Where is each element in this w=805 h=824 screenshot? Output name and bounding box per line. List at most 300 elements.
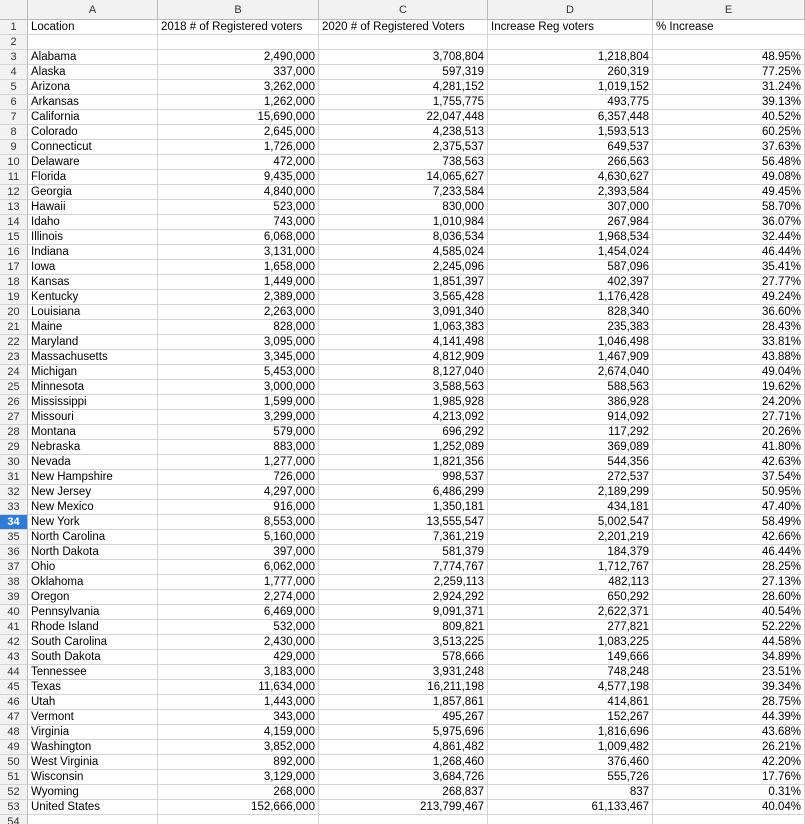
cell-a35[interactable]: North Carolina xyxy=(28,530,158,545)
row-header[interactable]: 29 xyxy=(0,440,28,455)
cell-a47[interactable]: Vermont xyxy=(28,710,158,725)
cell-e36[interactable]: 46.44% xyxy=(653,545,805,560)
cell-c38[interactable]: 2,259,113 xyxy=(319,575,488,590)
cell-b30[interactable]: 1,277,000 xyxy=(158,455,319,470)
cell-c26[interactable]: 1,985,928 xyxy=(319,395,488,410)
cell-d37[interactable]: 1,712,767 xyxy=(488,560,653,575)
cell-d6[interactable]: 493,775 xyxy=(488,95,653,110)
row-header[interactable]: 30 xyxy=(0,455,28,470)
cell-e4[interactable]: 77.25% xyxy=(653,65,805,80)
cell-b32[interactable]: 4,297,000 xyxy=(158,485,319,500)
cell-b28[interactable]: 579,000 xyxy=(158,425,319,440)
row-header[interactable]: 14 xyxy=(0,215,28,230)
cell-b5[interactable]: 3,262,000 xyxy=(158,80,319,95)
cell-c7[interactable]: 22,047,448 xyxy=(319,110,488,125)
cell-d12[interactable]: 2,393,584 xyxy=(488,185,653,200)
cell-a49[interactable]: Washington xyxy=(28,740,158,755)
cell-e54[interactable] xyxy=(653,815,805,824)
row-header[interactable]: 47 xyxy=(0,710,28,725)
cell-e8[interactable]: 60.25% xyxy=(653,125,805,140)
cell-c6[interactable]: 1,755,775 xyxy=(319,95,488,110)
cell-c50[interactable]: 1,268,460 xyxy=(319,755,488,770)
cell-c30[interactable]: 1,821,356 xyxy=(319,455,488,470)
cell-e14[interactable]: 36.07% xyxy=(653,215,805,230)
cell-e29[interactable]: 41.80% xyxy=(653,440,805,455)
cell-e38[interactable]: 27.13% xyxy=(653,575,805,590)
cell-b18[interactable]: 1,449,000 xyxy=(158,275,319,290)
row-header[interactable]: 53 xyxy=(0,800,28,815)
cell-e52[interactable]: 0.31% xyxy=(653,785,805,800)
cell-b54[interactable] xyxy=(158,815,319,824)
cell-d18[interactable]: 402,397 xyxy=(488,275,653,290)
row-header[interactable]: 11 xyxy=(0,170,28,185)
cell-a21[interactable]: Maine xyxy=(28,320,158,335)
cell-d44[interactable]: 748,248 xyxy=(488,665,653,680)
cell-d17[interactable]: 587,096 xyxy=(488,260,653,275)
cell-d4[interactable]: 260,319 xyxy=(488,65,653,80)
cell-e18[interactable]: 27.77% xyxy=(653,275,805,290)
cell-e21[interactable]: 28.43% xyxy=(653,320,805,335)
cell-c42[interactable]: 3,513,225 xyxy=(319,635,488,650)
cell-e13[interactable]: 58.70% xyxy=(653,200,805,215)
cell-a40[interactable]: Pennsylvania xyxy=(28,605,158,620)
cell-d45[interactable]: 4,577,198 xyxy=(488,680,653,695)
row-header[interactable]: 39 xyxy=(0,590,28,605)
cell-e20[interactable]: 36.60% xyxy=(653,305,805,320)
column-header-d[interactable]: D xyxy=(488,0,653,20)
cell-d36[interactable]: 184,379 xyxy=(488,545,653,560)
cell-a39[interactable]: Oregon xyxy=(28,590,158,605)
cell-d31[interactable]: 272,537 xyxy=(488,470,653,485)
cell-d29[interactable]: 369,089 xyxy=(488,440,653,455)
row-header[interactable]: 17 xyxy=(0,260,28,275)
cell-e35[interactable]: 42.66% xyxy=(653,530,805,545)
cell-c3[interactable]: 3,708,804 xyxy=(319,50,488,65)
row-header[interactable]: 54 xyxy=(0,815,28,824)
cell-d2[interactable] xyxy=(488,35,653,50)
row-header[interactable]: 20 xyxy=(0,305,28,320)
cell-c40[interactable]: 9,091,371 xyxy=(319,605,488,620)
cell-b15[interactable]: 6,068,000 xyxy=(158,230,319,245)
cell-e26[interactable]: 24.20% xyxy=(653,395,805,410)
cell-e10[interactable]: 56.48% xyxy=(653,155,805,170)
cell-c52[interactable]: 268,837 xyxy=(319,785,488,800)
cell-d28[interactable]: 117,292 xyxy=(488,425,653,440)
cell-d20[interactable]: 828,340 xyxy=(488,305,653,320)
row-header[interactable]: 9 xyxy=(0,140,28,155)
cell-b4[interactable]: 337,000 xyxy=(158,65,319,80)
cell-e28[interactable]: 20.26% xyxy=(653,425,805,440)
cell-c22[interactable]: 4,141,498 xyxy=(319,335,488,350)
cell-e46[interactable]: 28.75% xyxy=(653,695,805,710)
cell-b23[interactable]: 3,345,000 xyxy=(158,350,319,365)
row-header[interactable]: 10 xyxy=(0,155,28,170)
cell-a34[interactable]: New York xyxy=(28,515,158,530)
cell-e6[interactable]: 39.13% xyxy=(653,95,805,110)
cell-d48[interactable]: 1,816,696 xyxy=(488,725,653,740)
row-header[interactable]: 28 xyxy=(0,425,28,440)
cell-b33[interactable]: 916,000 xyxy=(158,500,319,515)
cell-c31[interactable]: 998,537 xyxy=(319,470,488,485)
row-header[interactable]: 15 xyxy=(0,230,28,245)
cell-d34[interactable]: 5,002,547 xyxy=(488,515,653,530)
cell-d25[interactable]: 588,563 xyxy=(488,380,653,395)
cell-b19[interactable]: 2,389,000 xyxy=(158,290,319,305)
column-header-a[interactable]: A xyxy=(28,0,158,20)
cell-b50[interactable]: 892,000 xyxy=(158,755,319,770)
cell-e22[interactable]: 33.81% xyxy=(653,335,805,350)
cell-e30[interactable]: 42.63% xyxy=(653,455,805,470)
cell-d9[interactable]: 649,537 xyxy=(488,140,653,155)
cell-e51[interactable]: 17.76% xyxy=(653,770,805,785)
cell-b6[interactable]: 1,262,000 xyxy=(158,95,319,110)
column-header-b[interactable]: B xyxy=(158,0,319,20)
cell-a6[interactable]: Arkansas xyxy=(28,95,158,110)
cell-a51[interactable]: Wisconsin xyxy=(28,770,158,785)
cell-a48[interactable]: Virginia xyxy=(28,725,158,740)
cell-a18[interactable]: Kansas xyxy=(28,275,158,290)
cell-b39[interactable]: 2,274,000 xyxy=(158,590,319,605)
cell-a46[interactable]: Utah xyxy=(28,695,158,710)
cell-e32[interactable]: 50.95% xyxy=(653,485,805,500)
cell-b25[interactable]: 3,000,000 xyxy=(158,380,319,395)
cell-a50[interactable]: West Virginia xyxy=(28,755,158,770)
cell-d14[interactable]: 267,984 xyxy=(488,215,653,230)
cell-e42[interactable]: 44.58% xyxy=(653,635,805,650)
cell-e37[interactable]: 28.25% xyxy=(653,560,805,575)
row-header[interactable]: 22 xyxy=(0,335,28,350)
row-header[interactable]: 5 xyxy=(0,80,28,95)
cell-c23[interactable]: 4,812,909 xyxy=(319,350,488,365)
cell-c45[interactable]: 16,211,198 xyxy=(319,680,488,695)
cell-e27[interactable]: 27.71% xyxy=(653,410,805,425)
cell-a45[interactable]: Texas xyxy=(28,680,158,695)
cell-e11[interactable]: 49.08% xyxy=(653,170,805,185)
cell-d11[interactable]: 4,630,627 xyxy=(488,170,653,185)
row-header[interactable]: 41 xyxy=(0,620,28,635)
row-header[interactable]: 49 xyxy=(0,740,28,755)
cell-a52[interactable]: Wyoming xyxy=(28,785,158,800)
cell-e45[interactable]: 39.34% xyxy=(653,680,805,695)
cell-c47[interactable]: 495,267 xyxy=(319,710,488,725)
cell-c29[interactable]: 1,252,089 xyxy=(319,440,488,455)
cell-e48[interactable]: 43.68% xyxy=(653,725,805,740)
cell-d21[interactable]: 235,383 xyxy=(488,320,653,335)
row-header[interactable]: 4 xyxy=(0,65,28,80)
cell-a13[interactable]: Hawaii xyxy=(28,200,158,215)
cell-c37[interactable]: 7,774,767 xyxy=(319,560,488,575)
row-header[interactable]: 16 xyxy=(0,245,28,260)
cell-c54[interactable] xyxy=(319,815,488,824)
cell-a10[interactable]: Delaware xyxy=(28,155,158,170)
cell-b48[interactable]: 4,159,000 xyxy=(158,725,319,740)
cell-b43[interactable]: 429,000 xyxy=(158,650,319,665)
row-header[interactable]: 36 xyxy=(0,545,28,560)
cell-c32[interactable]: 6,486,299 xyxy=(319,485,488,500)
cell-b51[interactable]: 3,129,000 xyxy=(158,770,319,785)
cell-d3[interactable]: 1,218,804 xyxy=(488,50,653,65)
cell-b45[interactable]: 11,634,000 xyxy=(158,680,319,695)
cell-c28[interactable]: 696,292 xyxy=(319,425,488,440)
cell-e7[interactable]: 40.52% xyxy=(653,110,805,125)
cell-a5[interactable]: Arizona xyxy=(28,80,158,95)
cell-a38[interactable]: Oklahoma xyxy=(28,575,158,590)
cell-c49[interactable]: 4,861,482 xyxy=(319,740,488,755)
cell-c44[interactable]: 3,931,248 xyxy=(319,665,488,680)
cell-e43[interactable]: 34.89% xyxy=(653,650,805,665)
cell-d7[interactable]: 6,357,448 xyxy=(488,110,653,125)
cell-a8[interactable]: Colorado xyxy=(28,125,158,140)
cell-c51[interactable]: 3,684,726 xyxy=(319,770,488,785)
cell-c19[interactable]: 3,565,428 xyxy=(319,290,488,305)
row-header[interactable]: 38 xyxy=(0,575,28,590)
cell-b16[interactable]: 3,131,000 xyxy=(158,245,319,260)
cell-d46[interactable]: 414,861 xyxy=(488,695,653,710)
cell-b53[interactable]: 152,666,000 xyxy=(158,800,319,815)
cell-e53[interactable]: 40.04% xyxy=(653,800,805,815)
cell-c46[interactable]: 1,857,861 xyxy=(319,695,488,710)
row-header[interactable]: 48 xyxy=(0,725,28,740)
cell-a26[interactable]: Mississippi xyxy=(28,395,158,410)
cell-c43[interactable]: 578,666 xyxy=(319,650,488,665)
cell-e25[interactable]: 19.62% xyxy=(653,380,805,395)
cell-c8[interactable]: 4,238,513 xyxy=(319,125,488,140)
cell-b44[interactable]: 3,183,000 xyxy=(158,665,319,680)
cell-a23[interactable]: Massachusetts xyxy=(28,350,158,365)
row-header[interactable]: 32 xyxy=(0,485,28,500)
cell-b21[interactable]: 828,000 xyxy=(158,320,319,335)
column-header-e[interactable]: E xyxy=(653,0,805,20)
cell-a1[interactable]: Location xyxy=(28,20,158,35)
cell-c36[interactable]: 581,379 xyxy=(319,545,488,560)
cell-c5[interactable]: 4,281,152 xyxy=(319,80,488,95)
cell-e31[interactable]: 37.54% xyxy=(653,470,805,485)
cell-a29[interactable]: Nebraska xyxy=(28,440,158,455)
cell-d51[interactable]: 555,726 xyxy=(488,770,653,785)
cell-c33[interactable]: 1,350,181 xyxy=(319,500,488,515)
cell-e49[interactable]: 26.21% xyxy=(653,740,805,755)
cell-d5[interactable]: 1,019,152 xyxy=(488,80,653,95)
cell-c13[interactable]: 830,000 xyxy=(319,200,488,215)
cell-e3[interactable]: 48.95% xyxy=(653,50,805,65)
cell-c34[interactable]: 13,555,547 xyxy=(319,515,488,530)
cell-d32[interactable]: 2,189,299 xyxy=(488,485,653,500)
cell-b31[interactable]: 726,000 xyxy=(158,470,319,485)
cell-b26[interactable]: 1,599,000 xyxy=(158,395,319,410)
cell-d53[interactable]: 61,133,467 xyxy=(488,800,653,815)
cell-e2[interactable] xyxy=(653,35,805,50)
cell-d52[interactable]: 837 xyxy=(488,785,653,800)
cell-e5[interactable]: 31.24% xyxy=(653,80,805,95)
cell-e41[interactable]: 52.22% xyxy=(653,620,805,635)
cell-a12[interactable]: Georgia xyxy=(28,185,158,200)
cell-b11[interactable]: 9,435,000 xyxy=(158,170,319,185)
row-header[interactable]: 44 xyxy=(0,665,28,680)
cell-c11[interactable]: 14,065,627 xyxy=(319,170,488,185)
cell-e24[interactable]: 49.04% xyxy=(653,365,805,380)
cell-d1[interactable]: Increase Reg voters xyxy=(488,20,653,35)
cell-b14[interactable]: 743,000 xyxy=(158,215,319,230)
cell-b20[interactable]: 2,263,000 xyxy=(158,305,319,320)
cell-e50[interactable]: 42.20% xyxy=(653,755,805,770)
row-header[interactable]: 40 xyxy=(0,605,28,620)
cell-e33[interactable]: 47.40% xyxy=(653,500,805,515)
cell-b47[interactable]: 343,000 xyxy=(158,710,319,725)
row-header[interactable]: 52 xyxy=(0,785,28,800)
cell-e47[interactable]: 44.39% xyxy=(653,710,805,725)
cell-e19[interactable]: 49.24% xyxy=(653,290,805,305)
cell-c20[interactable]: 3,091,340 xyxy=(319,305,488,320)
cell-a28[interactable]: Montana xyxy=(28,425,158,440)
cell-d8[interactable]: 1,593,513 xyxy=(488,125,653,140)
row-header[interactable]: 7 xyxy=(0,110,28,125)
cell-b41[interactable]: 532,000 xyxy=(158,620,319,635)
cell-d26[interactable]: 386,928 xyxy=(488,395,653,410)
cell-b27[interactable]: 3,299,000 xyxy=(158,410,319,425)
cell-a4[interactable]: Alaska xyxy=(28,65,158,80)
cell-b29[interactable]: 883,000 xyxy=(158,440,319,455)
cell-e15[interactable]: 32.44% xyxy=(653,230,805,245)
row-header[interactable]: 3 xyxy=(0,50,28,65)
cell-b9[interactable]: 1,726,000 xyxy=(158,140,319,155)
cell-d30[interactable]: 544,356 xyxy=(488,455,653,470)
cell-c1[interactable]: 2020 # of Registered Voters xyxy=(319,20,488,35)
cell-b52[interactable]: 268,000 xyxy=(158,785,319,800)
cell-e39[interactable]: 28.60% xyxy=(653,590,805,605)
cell-a2[interactable] xyxy=(28,35,158,50)
cell-d40[interactable]: 2,622,371 xyxy=(488,605,653,620)
cell-a54[interactable] xyxy=(28,815,158,824)
cell-a19[interactable]: Kentucky xyxy=(28,290,158,305)
row-header[interactable]: 1 xyxy=(0,20,28,35)
cell-d39[interactable]: 650,292 xyxy=(488,590,653,605)
cell-c41[interactable]: 809,821 xyxy=(319,620,488,635)
cell-b37[interactable]: 6,062,000 xyxy=(158,560,319,575)
row-header[interactable]: 18 xyxy=(0,275,28,290)
cell-c21[interactable]: 1,063,383 xyxy=(319,320,488,335)
cell-d27[interactable]: 914,092 xyxy=(488,410,653,425)
cell-c39[interactable]: 2,924,292 xyxy=(319,590,488,605)
select-all-corner[interactable] xyxy=(0,0,28,20)
cell-b49[interactable]: 3,852,000 xyxy=(158,740,319,755)
cell-d10[interactable]: 266,563 xyxy=(488,155,653,170)
cell-a32[interactable]: New Jersey xyxy=(28,485,158,500)
row-header[interactable]: 51 xyxy=(0,770,28,785)
cell-c10[interactable]: 738,563 xyxy=(319,155,488,170)
row-header[interactable]: 24 xyxy=(0,365,28,380)
row-header[interactable]: 25 xyxy=(0,380,28,395)
row-header[interactable]: 42 xyxy=(0,635,28,650)
cell-c17[interactable]: 2,245,096 xyxy=(319,260,488,275)
cell-b13[interactable]: 523,000 xyxy=(158,200,319,215)
cell-c35[interactable]: 7,361,219 xyxy=(319,530,488,545)
row-header[interactable]: 45 xyxy=(0,680,28,695)
cell-d24[interactable]: 2,674,040 xyxy=(488,365,653,380)
cell-c12[interactable]: 7,233,584 xyxy=(319,185,488,200)
cell-d16[interactable]: 1,454,024 xyxy=(488,245,653,260)
cell-d41[interactable]: 277,821 xyxy=(488,620,653,635)
row-header[interactable]: 13 xyxy=(0,200,28,215)
cell-e16[interactable]: 46.44% xyxy=(653,245,805,260)
cell-b40[interactable]: 6,469,000 xyxy=(158,605,319,620)
cell-a25[interactable]: Minnesota xyxy=(28,380,158,395)
cell-b38[interactable]: 1,777,000 xyxy=(158,575,319,590)
row-header[interactable]: 43 xyxy=(0,650,28,665)
cell-b46[interactable]: 1,443,000 xyxy=(158,695,319,710)
row-header[interactable]: 2 xyxy=(0,35,28,50)
row-header[interactable]: 46 xyxy=(0,695,28,710)
row-header[interactable]: 31 xyxy=(0,470,28,485)
cell-d22[interactable]: 1,046,498 xyxy=(488,335,653,350)
cell-d19[interactable]: 1,176,428 xyxy=(488,290,653,305)
cell-c24[interactable]: 8,127,040 xyxy=(319,365,488,380)
cell-c48[interactable]: 5,975,696 xyxy=(319,725,488,740)
cell-a17[interactable]: Iowa xyxy=(28,260,158,275)
cell-b36[interactable]: 397,000 xyxy=(158,545,319,560)
cell-a22[interactable]: Maryland xyxy=(28,335,158,350)
cell-a24[interactable]: Michigan xyxy=(28,365,158,380)
cell-a37[interactable]: Ohio xyxy=(28,560,158,575)
cell-a53[interactable]: United States xyxy=(28,800,158,815)
cell-b24[interactable]: 5,453,000 xyxy=(158,365,319,380)
cell-d13[interactable]: 307,000 xyxy=(488,200,653,215)
cell-a43[interactable]: South Dakota xyxy=(28,650,158,665)
row-header[interactable]: 12 xyxy=(0,185,28,200)
cell-c4[interactable]: 597,319 xyxy=(319,65,488,80)
row-header[interactable]: 8 xyxy=(0,125,28,140)
cell-c25[interactable]: 3,588,563 xyxy=(319,380,488,395)
cell-e44[interactable]: 23.51% xyxy=(653,665,805,680)
cell-a11[interactable]: Florida xyxy=(28,170,158,185)
cell-e9[interactable]: 37.63% xyxy=(653,140,805,155)
cell-a7[interactable]: California xyxy=(28,110,158,125)
cell-b22[interactable]: 3,095,000 xyxy=(158,335,319,350)
cell-a14[interactable]: Idaho xyxy=(28,215,158,230)
cell-d49[interactable]: 1,009,482 xyxy=(488,740,653,755)
row-header[interactable]: 27 xyxy=(0,410,28,425)
row-header[interactable]: 26 xyxy=(0,395,28,410)
cell-e23[interactable]: 43.88% xyxy=(653,350,805,365)
cell-d33[interactable]: 434,181 xyxy=(488,500,653,515)
cell-a36[interactable]: North Dakota xyxy=(28,545,158,560)
cell-b42[interactable]: 2,430,000 xyxy=(158,635,319,650)
row-header[interactable]: 37 xyxy=(0,560,28,575)
cell-b10[interactable]: 472,000 xyxy=(158,155,319,170)
cell-a16[interactable]: Indiana xyxy=(28,245,158,260)
cell-b1[interactable]: 2018 # of Registered voters xyxy=(158,20,319,35)
cell-e12[interactable]: 49.45% xyxy=(653,185,805,200)
cell-a41[interactable]: Rhode Island xyxy=(28,620,158,635)
cell-d23[interactable]: 1,467,909 xyxy=(488,350,653,365)
cell-b2[interactable] xyxy=(158,35,319,50)
cell-c18[interactable]: 1,851,397 xyxy=(319,275,488,290)
cell-a42[interactable]: South Carolina xyxy=(28,635,158,650)
row-header[interactable]: 33 xyxy=(0,500,28,515)
cell-c16[interactable]: 4,585,024 xyxy=(319,245,488,260)
cell-e1[interactable]: % Increase xyxy=(653,20,805,35)
row-header[interactable]: 23 xyxy=(0,350,28,365)
cell-b35[interactable]: 5,160,000 xyxy=(158,530,319,545)
cell-a33[interactable]: New Mexico xyxy=(28,500,158,515)
cell-d47[interactable]: 152,267 xyxy=(488,710,653,725)
cell-d35[interactable]: 2,201,219 xyxy=(488,530,653,545)
cell-b3[interactable]: 2,490,000 xyxy=(158,50,319,65)
row-header[interactable]: 50 xyxy=(0,755,28,770)
cell-e34[interactable]: 58.49% xyxy=(653,515,805,530)
cell-d54[interactable] xyxy=(488,815,653,824)
cell-c14[interactable]: 1,010,984 xyxy=(319,215,488,230)
row-header[interactable]: 34 xyxy=(0,515,28,530)
